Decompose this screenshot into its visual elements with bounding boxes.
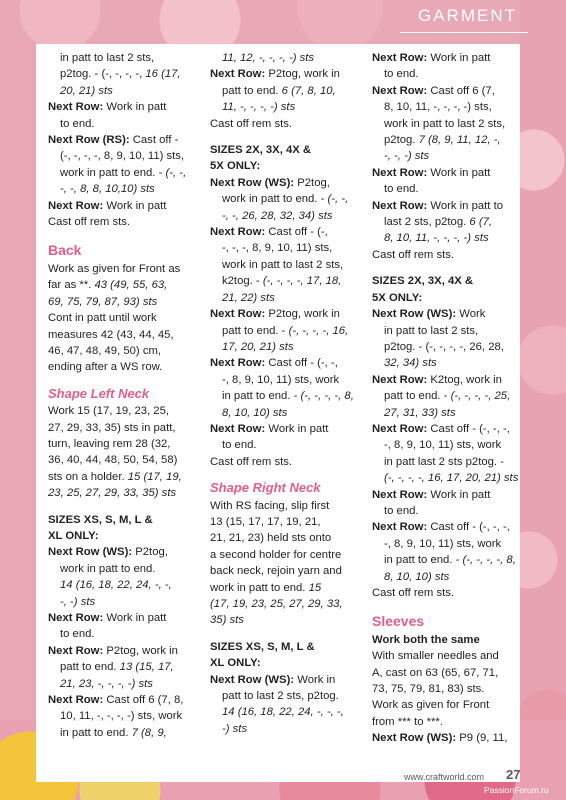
pattern-line [372,437,528,453]
pattern-line [48,659,204,675]
row-text: P2tog, work in [103,644,178,657]
pattern-line [372,470,528,486]
row-text: patt to last 2 sts, p2tog. [222,690,339,703]
pattern-line [48,277,204,293]
pattern-line [48,708,204,724]
pattern-line [210,191,366,207]
row-text: Cast off 6 (7, 8, [103,694,184,707]
row-text: Work as given for Front [372,699,490,712]
pattern-line [48,132,204,148]
pattern-line [210,175,366,191]
pattern-line [48,343,204,359]
pattern-line [210,405,366,421]
row-text: Cast off - (-, -, [265,357,338,370]
pattern-line [210,355,366,371]
pattern-line [210,596,366,612]
stitch-count: 8, 10, 11, -, -, -, -) sts [384,232,489,245]
sizes-label: SIZES 2X, 3X, 4X & [372,275,474,288]
pattern-line [210,388,366,404]
pattern-line [210,99,366,115]
row-text: -, 8, 9, 10, 11) sts, work [222,373,340,386]
row-text: far as **. [48,279,95,292]
row-text: work in patt to last 2 sts, [222,258,344,271]
pattern-line [48,198,204,214]
row-text: work in patt to end. - [60,166,166,179]
pattern-line [48,594,204,610]
row-text: Cast off - [129,134,179,147]
pattern-line [48,577,204,593]
pattern-line [210,208,366,224]
row-text: P2tog, [132,546,168,559]
row-text: sts on a holder. [48,470,128,483]
pattern-line [372,536,528,552]
pattern-line [372,714,528,730]
pattern-line [372,50,528,66]
stitch-count: 15 (17, 19, [127,470,182,483]
row-text: patt to end. [60,661,120,674]
pattern-line [48,561,204,577]
row-text: Work in patt [103,199,167,212]
row-text: to end. [384,183,419,196]
row-text: -, -, -, 8, 9, 10, 11) sts, [222,242,333,255]
stitch-count: -) sts [222,722,248,735]
pattern-line [372,355,528,371]
pattern-line [372,405,528,421]
sizes-label: SIZES XS, S, M, L & [48,513,153,526]
pattern-line [210,704,366,720]
sizes-label: XL ONLY: [48,529,99,542]
row-text: patt to end. [222,84,282,97]
footer-url: www.craftworld.com [404,772,485,782]
row-text: -, 8, 9, 10, 11) sts, work [384,439,502,452]
stitch-count: (-, -, [165,166,187,179]
pattern-line [48,148,204,164]
pattern-line [48,485,204,501]
row-label: Next Row: [48,612,104,624]
stitch-count: (-, -, -, -, 16, 17, 20, 21) sts [384,472,519,485]
row-text: to end. [384,68,419,81]
pattern-line [48,643,204,659]
pattern-line [372,116,528,132]
pattern-line [372,165,528,181]
pattern-line [48,116,204,132]
row-text: Work as given for Front as [48,262,181,275]
row-text: A, cast on 63 (65, 67, 71, [372,666,499,679]
stitch-count: (-, -, -, -, 16, [288,324,349,337]
pattern-line [48,261,204,277]
stitch-count: 23, 25, 27, 29, 33, 35) sts [48,487,177,500]
pattern-line [372,569,528,585]
stitch-count: 21, 22) sts [222,291,275,304]
pattern-line [372,83,528,99]
row-text: 36, 40, 44, 48, 50, 54, 58) [48,454,178,467]
pattern-line [48,359,204,375]
stitch-count: 21, 23, -, -, -, -) sts [60,677,153,690]
row-text: in patt to end. [60,726,132,739]
pattern-line [48,214,204,230]
row-label: Next Row: [372,52,428,64]
row-text: 27, 29, 33, 35) sts in patt, [48,421,176,434]
row-text: 8, 10, 11, -, -, -, -) sts, [384,101,492,114]
sizes-label: SIZES XS, S, M, L & [210,640,315,653]
shape-left-neck-heading: Shape Left Neck [48,385,150,401]
pattern-line [372,388,528,404]
pattern-line [372,339,528,355]
pattern-line [372,421,528,437]
row-text: turn, leaving rem 28 (32, [48,437,171,450]
stitch-count: 8, 10, 10) sts [384,570,450,583]
pattern-line [210,323,366,339]
pattern-line [372,372,528,388]
pattern-line [48,420,204,436]
pattern-line [48,99,204,115]
header-rule [400,32,528,33]
row-text: to end. [60,117,95,130]
pattern-line [48,181,204,197]
row-text: to end. [222,439,257,452]
row-label: Next Row (RS): [48,134,130,147]
row-label: Next Row: [48,199,104,212]
pattern-line [372,306,528,322]
pattern-line [48,610,204,626]
row-text: to end. [384,504,419,517]
stitch-count: (-, -, -, -, 8, [462,554,516,567]
pattern-line [210,339,366,355]
sizes-label: SIZES 2X, 3X, 4X & [210,144,312,157]
pattern-line [210,273,366,289]
stitch-count: 15 [308,581,322,594]
row-label: Next Row: [48,101,104,114]
row-text: With smaller needles and [372,650,499,663]
pattern-line [372,648,528,664]
pattern-line [48,725,204,741]
stitch-count: 14 (16, 18, 22, 24, -, -, [60,579,172,592]
row-text: p2tog. - (-, -, -, -, 26, 28, [384,340,504,353]
row-text: Cast off rem sts. [372,587,455,599]
row-text: 73, 75, 79, 81, 83) sts. [372,683,485,696]
stitch-count: 13 (15, 17, [119,661,174,674]
row-text: Cast off - (-, -, -, [427,521,510,534]
row-text: Work in patt [103,101,167,114]
row-label: Next Row (WS): [210,673,295,686]
row-label: Next Row: [48,644,104,657]
row-text: 13 (15, 17, 17, 19, 21, [210,515,321,528]
stitch-count: (17, 19, 23, 25, 27, 29, 33, [210,598,343,610]
stitch-count: -, -) sts [60,595,96,608]
column-3 [372,50,528,747]
stitch-count: 20, 21) sts [60,84,113,97]
row-text: in patt to end. - [384,554,463,567]
row-text: in patt to last 2 sts, [384,324,479,337]
stitch-count: 43 (49, 55, 63, [94,279,168,292]
row-label: Next Row: [210,68,266,81]
row-text: (-, -, -, -, 8, 9, 10, 11) sts, [60,150,185,163]
row-label: Next Row (WS): [372,308,457,321]
row-text: in patt to end. - [222,390,301,403]
pattern-line [210,50,366,66]
pattern-line [210,498,366,514]
row-text: Work in patt [103,612,167,624]
pattern-line [372,585,528,601]
row-text: work in patt to end. - [222,193,328,206]
row-text: 21, 21, 23) held sts onto [210,532,332,545]
stitch-count: (-, -, -, -, 8, [300,390,354,403]
pattern-line [210,66,366,82]
row-text: p2tog. [384,134,419,147]
sizes-label: XL ONLY: [210,657,261,670]
row-text: Cast off rem sts. [372,248,455,261]
pattern-line [48,469,204,485]
pattern-line [210,721,366,737]
stitch-count: 17, 20, 21) sts [222,340,294,353]
row-label: Next Row: [372,521,428,534]
row-text: in patt last 2 sts p2tog. - [384,455,504,468]
row-label: Next Row: [48,694,104,707]
stitch-count: 16 (17, [145,68,181,81]
row-text: Cast off - (-, -, -, [427,422,510,435]
stitch-count: 7 (8, 9, [131,726,167,739]
stitch-count: 35) sts [210,614,244,627]
row-text: in patt to last 2 sts, [60,52,155,64]
pattern-line [372,181,528,197]
stitch-count: 6 (7, [469,216,493,229]
sizes-label: 5X ONLY: [210,160,261,173]
pattern-line [48,50,204,66]
row-text: Work in patt to [427,199,503,212]
stitch-count: (-, -, [327,193,349,206]
pattern-line [372,665,528,681]
pattern-line [372,132,528,148]
row-text: last 2 sts, p2tog. [384,216,470,229]
pattern-line [48,83,204,99]
sleeves-subheading: Work both the same [372,633,480,646]
row-label: Next Row: [210,308,266,321]
row-label: Next Row: [372,373,428,386]
pattern-line [48,676,204,692]
row-label: Next Row: [372,199,428,212]
row-label: Next Row: [372,422,428,435]
row-label: Next Row (WS): [372,732,457,745]
pattern-line [210,290,366,306]
row-text: Cast off rem sts. [48,216,131,229]
row-label: Next Row: [210,357,266,370]
row-label: Next Row: [372,488,428,501]
row-text: back neck, rejoin yarn and [210,565,342,578]
pattern-line [372,323,528,339]
pattern-line [372,198,528,214]
pattern-line [48,452,204,468]
pattern-line [48,310,204,326]
row-label: Next Row (WS): [210,176,295,189]
pattern-line [210,672,366,688]
pattern-line [48,294,204,310]
pattern-line [210,224,366,240]
row-text: Work in patt [265,422,329,435]
row-label: Next Row: [372,84,428,97]
stitch-count: 11, -, -, -, -) sts [222,101,296,114]
pattern-line [210,547,366,563]
pattern-line [372,214,528,230]
pattern-line [210,612,366,628]
row-text: Work in patt [427,52,491,64]
pattern-line [210,580,366,596]
stitch-count: 8, 10, 10) sts [222,406,288,419]
row-text: P2tog, work in [265,68,340,81]
row-text: work in patt to last 2 sts, [384,117,506,130]
stitch-count: 7 (8, 9, 11, 12, -, [418,134,501,147]
row-text: patt to end. - [222,324,289,337]
pattern-line [372,148,528,164]
watermark: PassionForum.ru [484,785,549,795]
column-2 [210,50,366,737]
row-label: Next Row (WS): [48,546,133,559]
pattern-line [210,454,366,470]
stitch-count: -, -, -) sts [384,150,430,163]
row-label: Next Row: [372,166,428,179]
pattern-line [372,697,528,713]
stitch-count: -, -, 8, 8, 10,10) sts [60,183,155,196]
pattern-line [48,403,204,419]
row-label: Next Row: [210,422,266,435]
row-text: Cast off 6 (7, [427,84,495,97]
row-text: Work 15 (17, 19, 23, 25, [48,405,169,418]
pattern-line [210,688,366,704]
pattern-line [372,99,528,115]
row-text: work in patt to end. [60,562,156,575]
row-text: measures 42 (43, 44, 45, [48,328,174,341]
row-text: -, 8, 9, 10, 11) sts, work [384,537,502,550]
shape-right-neck-heading: Shape Right Neck [210,480,321,496]
row-text: Work [456,308,486,321]
pattern-line [372,503,528,519]
stitch-count: 32, 34) sts [384,357,437,370]
row-text: With RS facing, slip first [210,499,330,512]
pattern-line [48,692,204,708]
row-text: P9 (9, 11, [456,732,508,745]
pattern-line [210,530,366,546]
pattern-line [210,83,366,99]
row-text: 46, 47, 48, 49, 50) cm, [48,344,162,357]
pattern-line [210,306,366,322]
pattern-line [48,165,204,181]
row-text: K2tog, work in [427,373,502,386]
section-header: GARMENT [418,6,517,25]
stitch-count: 14 (16, 18, 22, 24, -, -, -, [222,706,344,719]
back-heading: Back [48,242,82,259]
pattern-line [372,230,528,246]
row-label: Next Row: [210,226,266,239]
row-text: Cast off rem sts. [210,455,293,468]
pattern-line [372,66,528,82]
row-text: P2tog, work in [265,308,340,321]
stitch-count: -, -, 26, 28, 32, 34) sts [222,209,333,222]
stitch-count: 11, 12, -, -, -, -) sts [222,52,315,64]
pattern-line [372,487,528,503]
row-text: ending after a WS row. [48,361,163,374]
pattern-line [210,514,366,530]
row-text: 10, 11, -, -, -, -) sts, work [60,710,183,723]
pattern-line [210,372,366,388]
sleeves-heading: Sleeves [372,613,425,630]
row-text: Cast off rem sts. [210,117,293,130]
pattern-line [372,454,528,470]
row-text: Cont in patt until work [48,312,157,325]
stitch-count: 69, 75, 79, 87, 93) sts [48,295,158,308]
row-text: Work in [294,673,336,686]
row-text: Work in patt [427,166,491,179]
row-text: work in patt to end. [210,581,309,594]
pattern-line [210,437,366,453]
pattern-line [210,563,366,579]
row-text: Cast off - (-, [265,226,328,239]
row-text: a second holder for centre [210,548,342,561]
pattern-line [48,327,204,343]
row-text: k2tog. - [222,275,263,288]
pattern-line [372,552,528,568]
row-text: Work in patt [427,488,491,501]
pattern-line [372,681,528,697]
pattern-line [372,247,528,263]
pattern-line [210,240,366,256]
page-number: 27 [506,767,521,782]
stitch-count: 27, 31, 33) sts [384,406,456,419]
row-text: to end. [60,628,95,641]
pattern-line [48,626,204,642]
stitch-count: 6 (7, 8, 10, [281,84,336,97]
pattern-line [372,730,528,746]
pattern-line [210,116,366,132]
pattern-line [210,421,366,437]
row-text: P2tog, [294,176,330,189]
column-1 [48,50,204,741]
pattern-line [48,66,204,82]
row-text: from *** to ***. [372,715,443,728]
pattern-line [48,544,204,560]
stitch-count: (-, -, -, -, 25, [450,390,511,403]
pattern-line [210,257,366,273]
row-text: p2tog. - (-, -, -, -, [60,68,146,81]
stitch-count: (-, -, -, -, 17, 18, [262,275,342,288]
pattern-line [48,436,204,452]
sizes-label: 5X ONLY: [372,291,423,304]
row-text: patt to end. - [384,390,451,403]
pattern-line [372,519,528,535]
